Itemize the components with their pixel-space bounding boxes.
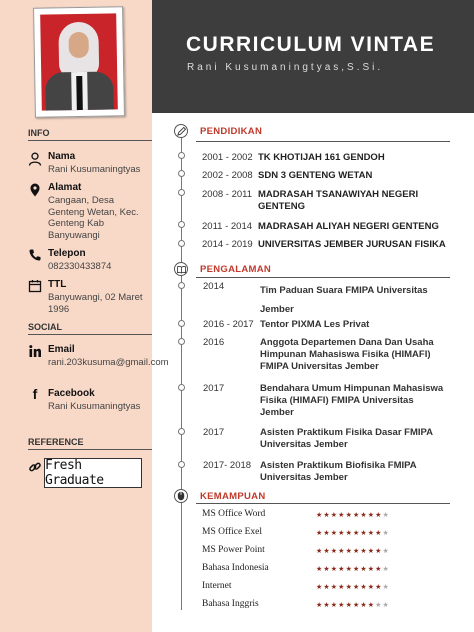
skill-name: Bahasa Inggris <box>202 599 259 609</box>
skill-rating <box>316 565 390 573</box>
skill-rating <box>316 547 390 555</box>
timeline-dot <box>178 189 185 196</box>
star-filled-icon: ★ <box>367 602 376 609</box>
timeline-dot <box>178 221 185 228</box>
star-empty-icon: ★ <box>382 530 390 537</box>
experience-divider <box>196 277 450 278</box>
timeline-dot <box>178 320 185 327</box>
star-filled-icon: ★ <box>360 530 368 537</box>
experience-year: 2014 <box>203 281 225 292</box>
star-filled-icon: ★ <box>352 566 361 573</box>
star-filled-icon: ★ <box>323 584 331 591</box>
star-filled-icon: ★ <box>338 548 346 555</box>
star-filled-icon: ★ <box>367 548 376 555</box>
star-filled-icon: ★ <box>352 602 361 609</box>
star-filled-icon: ★ <box>330 548 339 555</box>
skill-rating <box>316 529 390 537</box>
education-year: 2008 - 2011 <box>202 189 253 200</box>
address-value: Cangaan, Desa Genteng Wetan, Kec. Genteng Kab Banyuwangi <box>48 195 139 241</box>
info-divider <box>28 140 152 141</box>
star-filled-icon: ★ <box>323 530 331 537</box>
star-filled-icon: ★ <box>375 584 383 591</box>
profile-photo <box>40 13 118 110</box>
education-year: 2014 - 2019 <box>202 239 253 250</box>
email-label: Email <box>48 344 75 355</box>
star-filled-icon: ★ <box>345 602 353 609</box>
phone-label: Telepon <box>48 248 86 259</box>
experience-year: 2016 <box>203 337 225 348</box>
timeline-dot <box>178 170 185 177</box>
profile-photo-frame <box>33 6 125 118</box>
reference-value: Fresh Graduate <box>44 458 142 488</box>
skill-rating <box>316 583 390 591</box>
star-filled-icon: ★ <box>338 512 346 519</box>
pen-icon <box>174 124 188 138</box>
star-filled-icon: ★ <box>338 530 346 537</box>
star-filled-icon: ★ <box>316 548 324 555</box>
star-filled-icon: ★ <box>360 602 368 609</box>
name-value: Rani Kusumaningtyas <box>48 164 141 175</box>
education-school: MADRASAH ALIYAH NEGERI GENTENG <box>258 221 439 232</box>
star-filled-icon: ★ <box>345 584 353 591</box>
star-empty-icon: ★ <box>382 602 390 609</box>
star-filled-icon: ★ <box>323 512 331 519</box>
star-empty-icon: ★ <box>382 548 390 555</box>
facebook-icon: f <box>32 386 38 402</box>
education-year: 2011 - 2014 <box>202 221 253 232</box>
star-filled-icon: ★ <box>352 584 361 591</box>
social-heading: SOCIAL <box>28 322 63 332</box>
education-year: 2001 - 2002 <box>202 152 253 163</box>
education-divider <box>196 141 450 142</box>
star-filled-icon: ★ <box>345 512 353 519</box>
book-icon <box>174 262 188 276</box>
star-filled-icon: ★ <box>375 530 383 537</box>
experience-desc: Asisten Praktikum Fisika Dasar FMIPA Universitas Jember <box>260 427 433 450</box>
timeline-dot <box>178 428 185 435</box>
star-filled-icon: ★ <box>375 566 383 573</box>
info-heading: INFO <box>28 128 50 138</box>
name-label: Nama <box>48 151 76 162</box>
reference-heading: REFERENCE <box>28 437 84 447</box>
star-filled-icon: ★ <box>316 584 324 591</box>
ttl-value: Banyuwangi, 02 Maret 1996 <box>48 292 143 315</box>
star-empty-icon: ★ <box>375 602 383 609</box>
timeline-dot <box>178 384 185 391</box>
education-school: UNIVERSITAS JEMBER JURUSAN FISIKA <box>258 239 446 250</box>
experience-year: 2017- 2018 <box>203 460 252 471</box>
education-year: 2002 - 2008 <box>202 170 253 181</box>
star-empty-icon: ★ <box>382 566 390 573</box>
facebook-label: Facebook <box>48 388 95 399</box>
experience-year: 2017 <box>203 427 225 438</box>
timeline-dot <box>178 282 185 289</box>
email-value[interactable]: rani.203kusuma@gmail.com <box>48 357 169 368</box>
skill-name: MS Office Word <box>202 509 266 519</box>
star-filled-icon: ★ <box>367 566 376 573</box>
star-filled-icon: ★ <box>316 530 324 537</box>
skills-divider <box>196 503 450 504</box>
star-filled-icon: ★ <box>338 602 346 609</box>
facebook-value[interactable]: Rani Kusumaningtyas <box>48 401 141 412</box>
timeline-dot <box>178 338 185 345</box>
star-filled-icon: ★ <box>375 512 383 519</box>
skill-name: MS Power Point <box>202 545 265 555</box>
timeline-dot <box>178 240 185 247</box>
experience-desc: Bendahara Umum Himpunan Mahasiswa Fisika (HIMAFI) FMIPA Universitas Jember <box>260 383 444 418</box>
star-filled-icon: ★ <box>330 512 339 519</box>
experience-title: PENGALAMAN <box>200 264 272 275</box>
skills-title: KEMAMPUAN <box>200 491 266 502</box>
star-filled-icon: ★ <box>360 584 368 591</box>
address-label: Alamat <box>48 182 82 193</box>
timeline-dot <box>178 461 185 468</box>
star-filled-icon: ★ <box>330 530 339 537</box>
star-filled-icon: ★ <box>360 512 368 519</box>
star-empty-icon: ★ <box>382 512 390 519</box>
experience-desc: Anggota Departemen Dana Dan Usaha Himpunan Mahasiswa Fisika (HIMAFI) FMIPA Universitas Jember <box>260 337 434 372</box>
education-school: SDN 3 GENTENG WETAN <box>258 170 373 181</box>
star-filled-icon: ★ <box>316 512 324 519</box>
social-divider <box>28 334 152 335</box>
phone-value: 082330433874 <box>48 261 112 272</box>
skill-rating <box>316 601 390 609</box>
star-filled-icon: ★ <box>360 566 368 573</box>
timeline-line <box>181 132 182 610</box>
star-filled-icon: ★ <box>338 566 346 573</box>
reference-divider <box>28 449 152 450</box>
experience-desc: Tim Paduan Suara FMIPA Universitas Jember <box>260 285 428 315</box>
star-filled-icon: ★ <box>330 602 339 609</box>
star-filled-icon: ★ <box>330 584 339 591</box>
page-subtitle: Rani Kusumaningtyas,S.Si. <box>187 62 384 73</box>
star-filled-icon: ★ <box>316 602 324 609</box>
skill-name: Bahasa Indonesia <box>202 563 269 573</box>
experience-desc: Tentor PIXMA Les Privat <box>260 319 370 330</box>
star-filled-icon: ★ <box>352 548 361 555</box>
education-school: TK KHOTIJAH 161 GENDOH <box>258 152 385 163</box>
star-filled-icon: ★ <box>367 530 376 537</box>
star-filled-icon: ★ <box>330 566 339 573</box>
calendar-icon <box>28 279 42 293</box>
star-filled-icon: ★ <box>345 548 353 555</box>
education-title: PENDIDIKAN <box>200 126 263 137</box>
star-filled-icon: ★ <box>323 566 331 573</box>
skill-name: MS Office Exel <box>202 527 262 537</box>
mouse-icon <box>174 489 188 503</box>
star-filled-icon: ★ <box>375 548 383 555</box>
skill-name: Internet <box>202 581 232 591</box>
star-filled-icon: ★ <box>352 512 361 519</box>
star-filled-icon: ★ <box>367 584 376 591</box>
experience-desc: Asisten Praktikum Biofisika FMIPA Universitas Jember <box>260 460 417 483</box>
linkedin-icon <box>28 344 42 358</box>
star-filled-icon: ★ <box>338 584 346 591</box>
location-pin-icon <box>28 183 42 197</box>
star-empty-icon: ★ <box>382 584 390 591</box>
star-filled-icon: ★ <box>316 566 324 573</box>
experience-year: 2016 - 2017 <box>203 319 254 330</box>
person-icon <box>28 152 42 166</box>
star-filled-icon: ★ <box>323 602 331 609</box>
star-filled-icon: ★ <box>323 548 331 555</box>
phone-icon <box>28 248 42 262</box>
skill-rating <box>316 511 390 519</box>
star-filled-icon: ★ <box>345 530 353 537</box>
page-title: CURRICULUM VINTAE <box>186 33 436 56</box>
timeline-dot <box>178 152 185 159</box>
star-filled-icon: ★ <box>367 512 376 519</box>
experience-year: 2017 <box>203 383 225 394</box>
ttl-label: TTL <box>48 279 67 290</box>
star-filled-icon: ★ <box>360 548 368 555</box>
star-filled-icon: ★ <box>345 566 353 573</box>
link-icon <box>28 460 42 474</box>
education-school: MADRASAH TSANAWIYAH NEGERI GENTENG <box>258 189 419 212</box>
star-filled-icon: ★ <box>352 530 361 537</box>
